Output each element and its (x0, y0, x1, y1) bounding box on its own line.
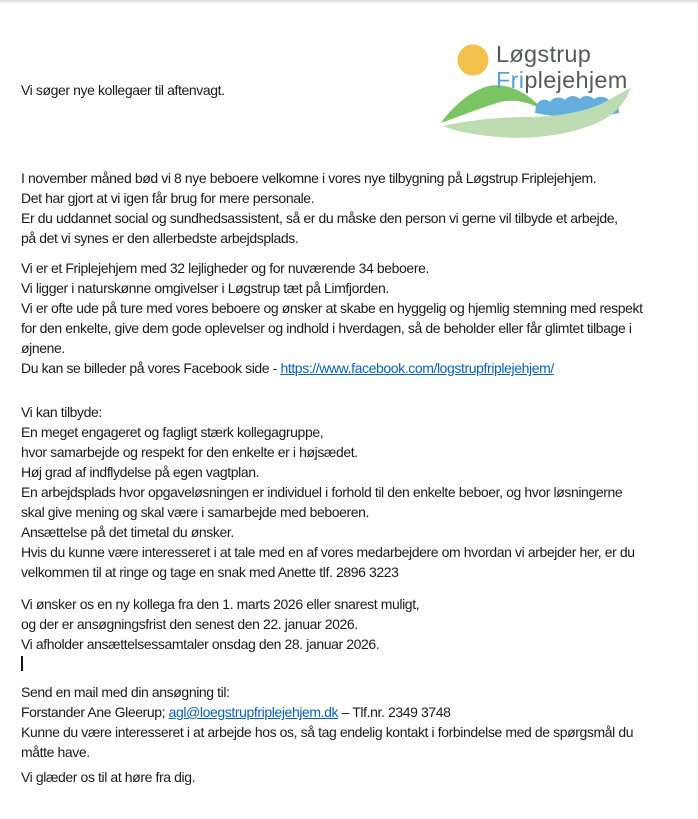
contact-prefix: Forstander Ane Gleerup; (21, 704, 169, 720)
text-line: Hvis du kunne være interesseret i at tale med en af vores medarbejdere om hvordan vi arbejder her, er du (21, 544, 635, 560)
text-line: Vi er ofte ude på ture med vores beboere og ønsker at skabe en hyggelig og hjemlig stemning med respekt (21, 300, 643, 316)
contact-suffix: – Tlf.nr. 2349 3748 (338, 704, 451, 720)
text-line: øjnene. (21, 340, 65, 356)
text-line: Er du uddannet social og sundhedsassistent, så er du måske den person vi gerne vil tilbyde et arbejde, (21, 210, 618, 226)
text-line: Vi afholder ansættelsessamtaler onsdag den 28. januar 2026. (21, 636, 380, 652)
text-line: En arbejdsplads hvor opgaveløsningen er individuel i forhold til den enkelte beboer, og hvor løsningerne (21, 484, 623, 500)
paragraph-welcome (21, 168, 698, 248)
paragraph-about (21, 258, 698, 378)
text-line: og der er ansøgningsfrist den senest den 22. januar 2026. (21, 616, 358, 632)
text-line: på det vi synes er den allerbedste arbejdsplads. (21, 230, 299, 246)
facebook-line (21, 358, 698, 378)
text-line: Send en mail med din ansøgning til: (21, 684, 230, 700)
text-line: Det har gjort at vi igen får brug for mere personale. (21, 190, 315, 206)
text-line: I november måned bød vi 8 nye beboere velkomne i vores nye tilbygning på Løgstrup Friplejehjem. (21, 170, 597, 186)
empty-line-with-cursor (21, 654, 698, 674)
text-line: Vi kan tilbyde: (21, 404, 102, 420)
logo-name-line1: Løgstrup (496, 41, 592, 67)
text-line: Vi ligger i naturskønne omgivelser i Løgstrup tæt på Limfjorden. (21, 280, 389, 296)
closing-line: Vi glæder os til at høre fra dig. (21, 769, 196, 785)
contact-line (21, 702, 698, 722)
text-line: Ansættelse på det timetal du ønsker. (21, 524, 234, 540)
text-line: Høj grad af indflydelse på egen vagtplan. (21, 464, 260, 480)
text-line: Kunne du være interesseret i at arbejde hos os, så tag endelig kontakt i forbindelse med de spørgsmål du (21, 724, 634, 740)
facebook-link[interactable]: https://www.facebook.com/logstrupfriplejehjem/ (280, 360, 554, 376)
document-page (21, 0, 698, 787)
text-line: Vi ønsker os en ny kollega fra den 1. marts 2026 eller snarest muligt, (21, 596, 420, 612)
text-line: En meget engageret og fagligt stærk kollegagruppe, (21, 424, 324, 440)
text-line: for den enkelte, give dem gode oplevelser og indhold i hverdagen, så de beholder eller får glimtet tilbage i (21, 320, 632, 336)
text-line: hvor samarbejde og respekt for den enkelte er i højsædet. (21, 444, 358, 460)
text-line: Vi er et Friplejehjem med 32 lejligheder og for nuværende 34 beboere. (21, 260, 429, 276)
facebook-line-prefix: Du kan se billeder på vores Facebook side - (21, 360, 281, 376)
paragraph-offer (21, 402, 698, 582)
text-line: skal give mening og skal være i samarbejde med beboeren. (21, 504, 370, 520)
email-link[interactable]: agl@loegstrupfriplejehjem.dk (168, 704, 339, 720)
logo-name-accent: Fri (496, 67, 525, 93)
text-line: måtte have. (21, 744, 90, 760)
text-line: velkommen til at ringe og tage en snak med Anette tlf. 2896 3223 (21, 564, 399, 580)
text-cursor (21, 656, 23, 671)
paragraph-dates (21, 594, 698, 654)
logo-name-rest: plejehjem (524, 67, 628, 93)
intro-line: Vi søger nye kollegaer til aftenvagt. (21, 82, 225, 98)
paragraph-apply (21, 682, 698, 762)
